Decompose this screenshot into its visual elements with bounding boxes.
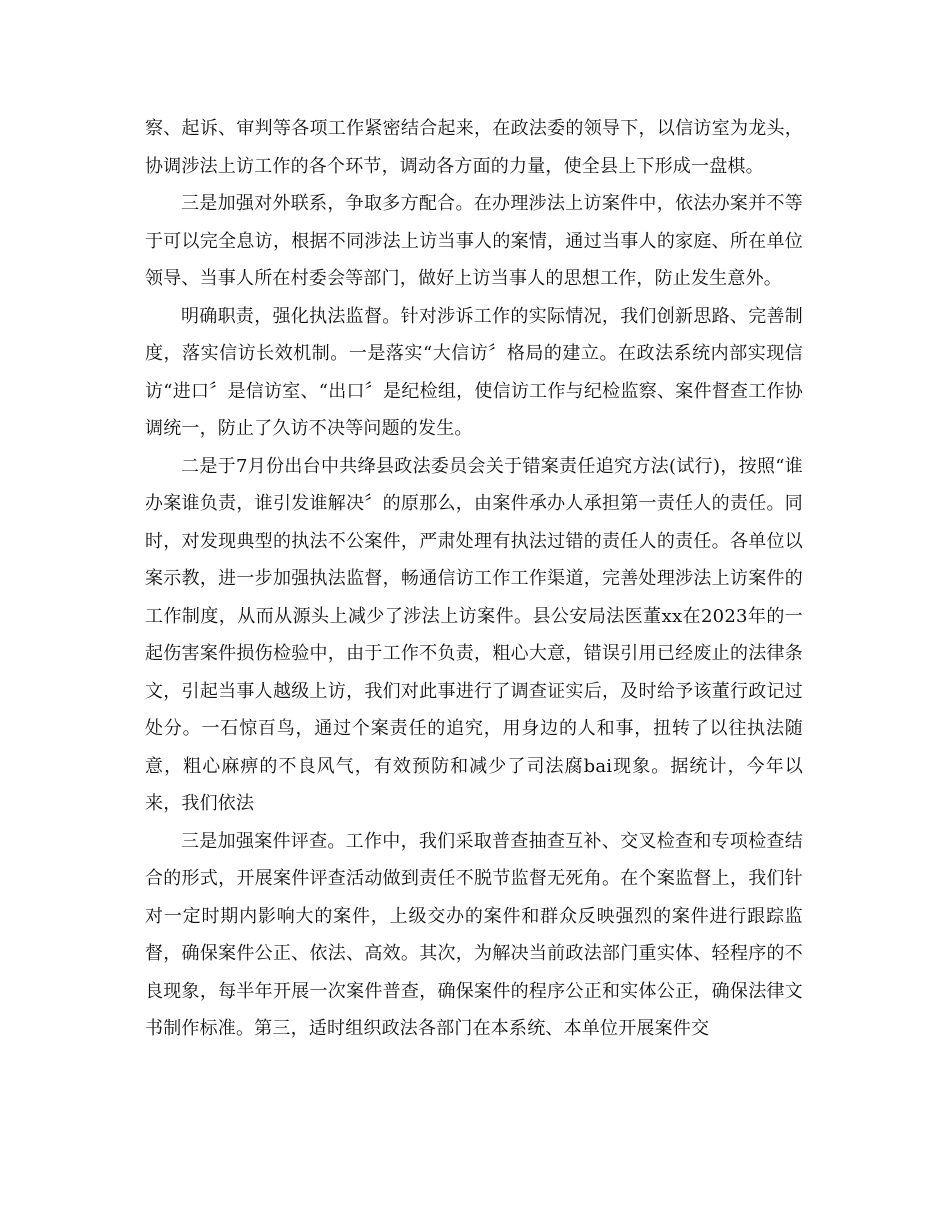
paragraph-clarify-duties: 明确职责，强化执法监督。针对涉诉工作的实际情况，我们创新思路、完善制度，落实信访长效机制。一是落实“大信访〞格局的建立。在政法系统内部实现信访“进口〞是信访室、“出口〞是纪检组，使信访工作与纪检监察、案件督查工作协调统一，防止了久访不决等问题的发生。 [145,305,803,439]
paragraph-case-review: 三是加强案件评查。工作中，我们采取普查抽查互补、交叉检查和专项检查结合的形式，开展案件评查活动做到责任不脱节监督无死角。在个案监督上，我们针对一定时期内影响大的案件，上级交办的案件和群众反映强烈的案件进行跟踪监督，确保案件公正、依法、高效。其次，为解决当前政法部门重实体、轻程序的不良现象，每半年开展一次案件普查，确保案件的程序公正和实体公正，确保法律文书制作标准。第三，适时组织政法各部门在本系统、本单位开展案件交 [145,830,803,1039]
paragraph-accountability: 二是于7月份出台中共绛县政法委员会关于错案责任追究方法(试行)，按照“谁办案谁负责，谁引发谁解决〞的原那么，由案件承办人承担第一责任人的责任。同时，对发现典型的执法不公案件，严肃处理有执法过错的责任人的责任。各单位以案示教，进一步加强执法监督，畅通信访工作工作渠道，完善处理涉法上访案件的工作制度，从而从源头上减少了涉法上访案件。县公安局法医董xx在2023年的一起伤害案件损伤检验中，由于工作不负责，粗心大意，错误引用已经废止的法律条文，引起当事人越级上访，我们对此事进行了调查证实后，及时给予该董行政记过处分。一石惊百鸟，通过个案责任的追究，用身边的人和事，扭转了以往执法随意，粗心麻痹的不良风气，有效预防和减少了司法腐bai现象。据统计，今年以来，我们依法 [145,455,803,814]
paragraph-external-liaison: 三是加强对外联系，争取多方配合。在办理涉法上访案件中，依法办案并不等于可以完全息访，根据不同涉法上访当事人的案情，通过当事人的家庭、所在单位领导、当事人所在村委会等部门，做好上访当事人的思想工作，防止发生意外。 [145,193,803,289]
paragraph-continuation: 察、起诉、审判等各项工作紧密结合起来，在政法委的领导下，以信访室为龙头，协调涉法上访工作的各个环节，调动各方面的力量，使全县上下形成一盘棋。 [145,118,803,177]
document-body [145,110,803,1048]
